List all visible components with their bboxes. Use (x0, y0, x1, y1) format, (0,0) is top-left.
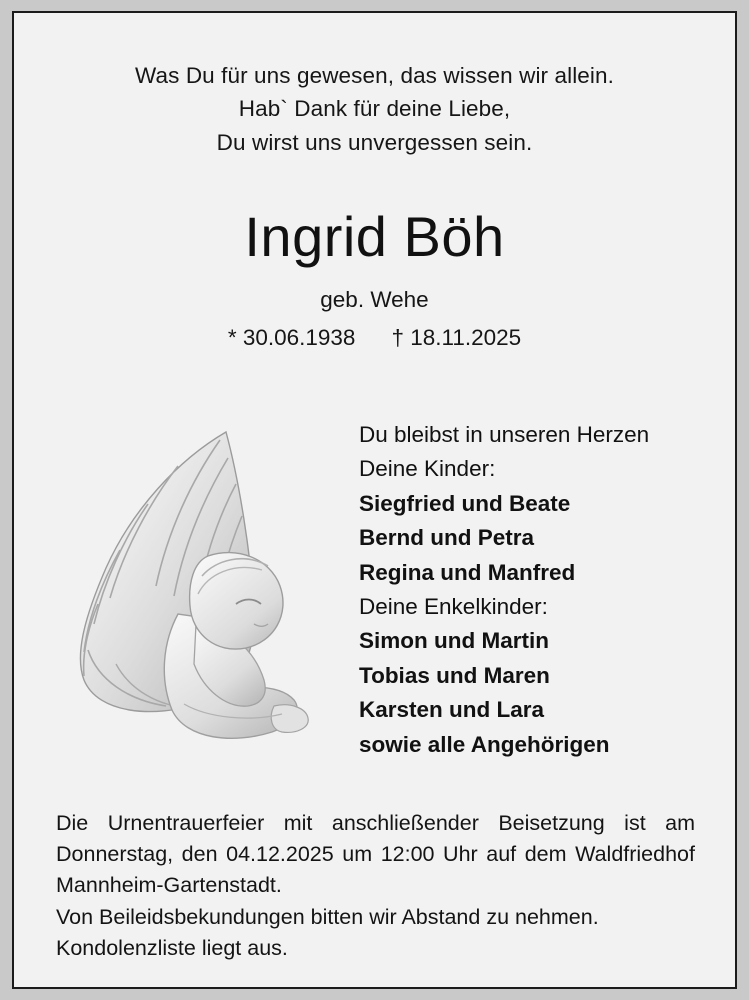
death-date: † 18.11.2025 (391, 324, 522, 350)
verse-line-2: Hab` Dank für deine Liebe, (238, 96, 511, 122)
maiden-name: geb. Wehe (320, 286, 429, 312)
condolence-note: Von Beileidsbekundungen bitten wir Abstand zu nehmen. (56, 904, 599, 929)
middle-section (14, 406, 735, 756)
condolence-list: Kondolenzliste liegt aus. (56, 935, 288, 960)
birth-date: * 30.06.1938 (227, 324, 356, 350)
obituary-card (12, 11, 737, 989)
memorial-verse (14, 59, 735, 159)
funeral-details (56, 808, 695, 964)
ceremony-text: Die Urnentrauerfeier mit anschließender Beisetzung ist am Donnerstag, den 04.12.2025 um 12:00 Uhr auf dem Waldfriedhof Mannheim-Gartenstadt. (56, 811, 695, 898)
verse-line-3: Du wirst uns unvergessen sein. (216, 129, 533, 155)
grandchild-1: Simon und Martin (359, 628, 549, 654)
grandchild-2: Tobias und Maren (359, 662, 550, 688)
children-label: Deine Kinder: (359, 456, 496, 482)
family-block (359, 418, 729, 762)
family-closing: sowie alle Angehörigen (359, 731, 610, 757)
child-1: Siegfried und Beate (359, 490, 571, 516)
child-3: Regina und Manfred (359, 559, 576, 585)
family-intro: Du bleibst in unseren Herzen (359, 421, 650, 447)
grandchild-3: Karsten und Lara (359, 697, 545, 723)
verse-line-1: Was Du für uns gewesen, das wissen wir allein. (135, 63, 614, 88)
life-dates (14, 325, 735, 351)
deceased-name: Ingrid Böh (244, 204, 505, 268)
sleeping-angel-figurine-icon (58, 418, 320, 748)
child-2: Bernd und Petra (359, 525, 535, 551)
grandchildren-label: Deine Enkelkinder: (359, 594, 548, 619)
